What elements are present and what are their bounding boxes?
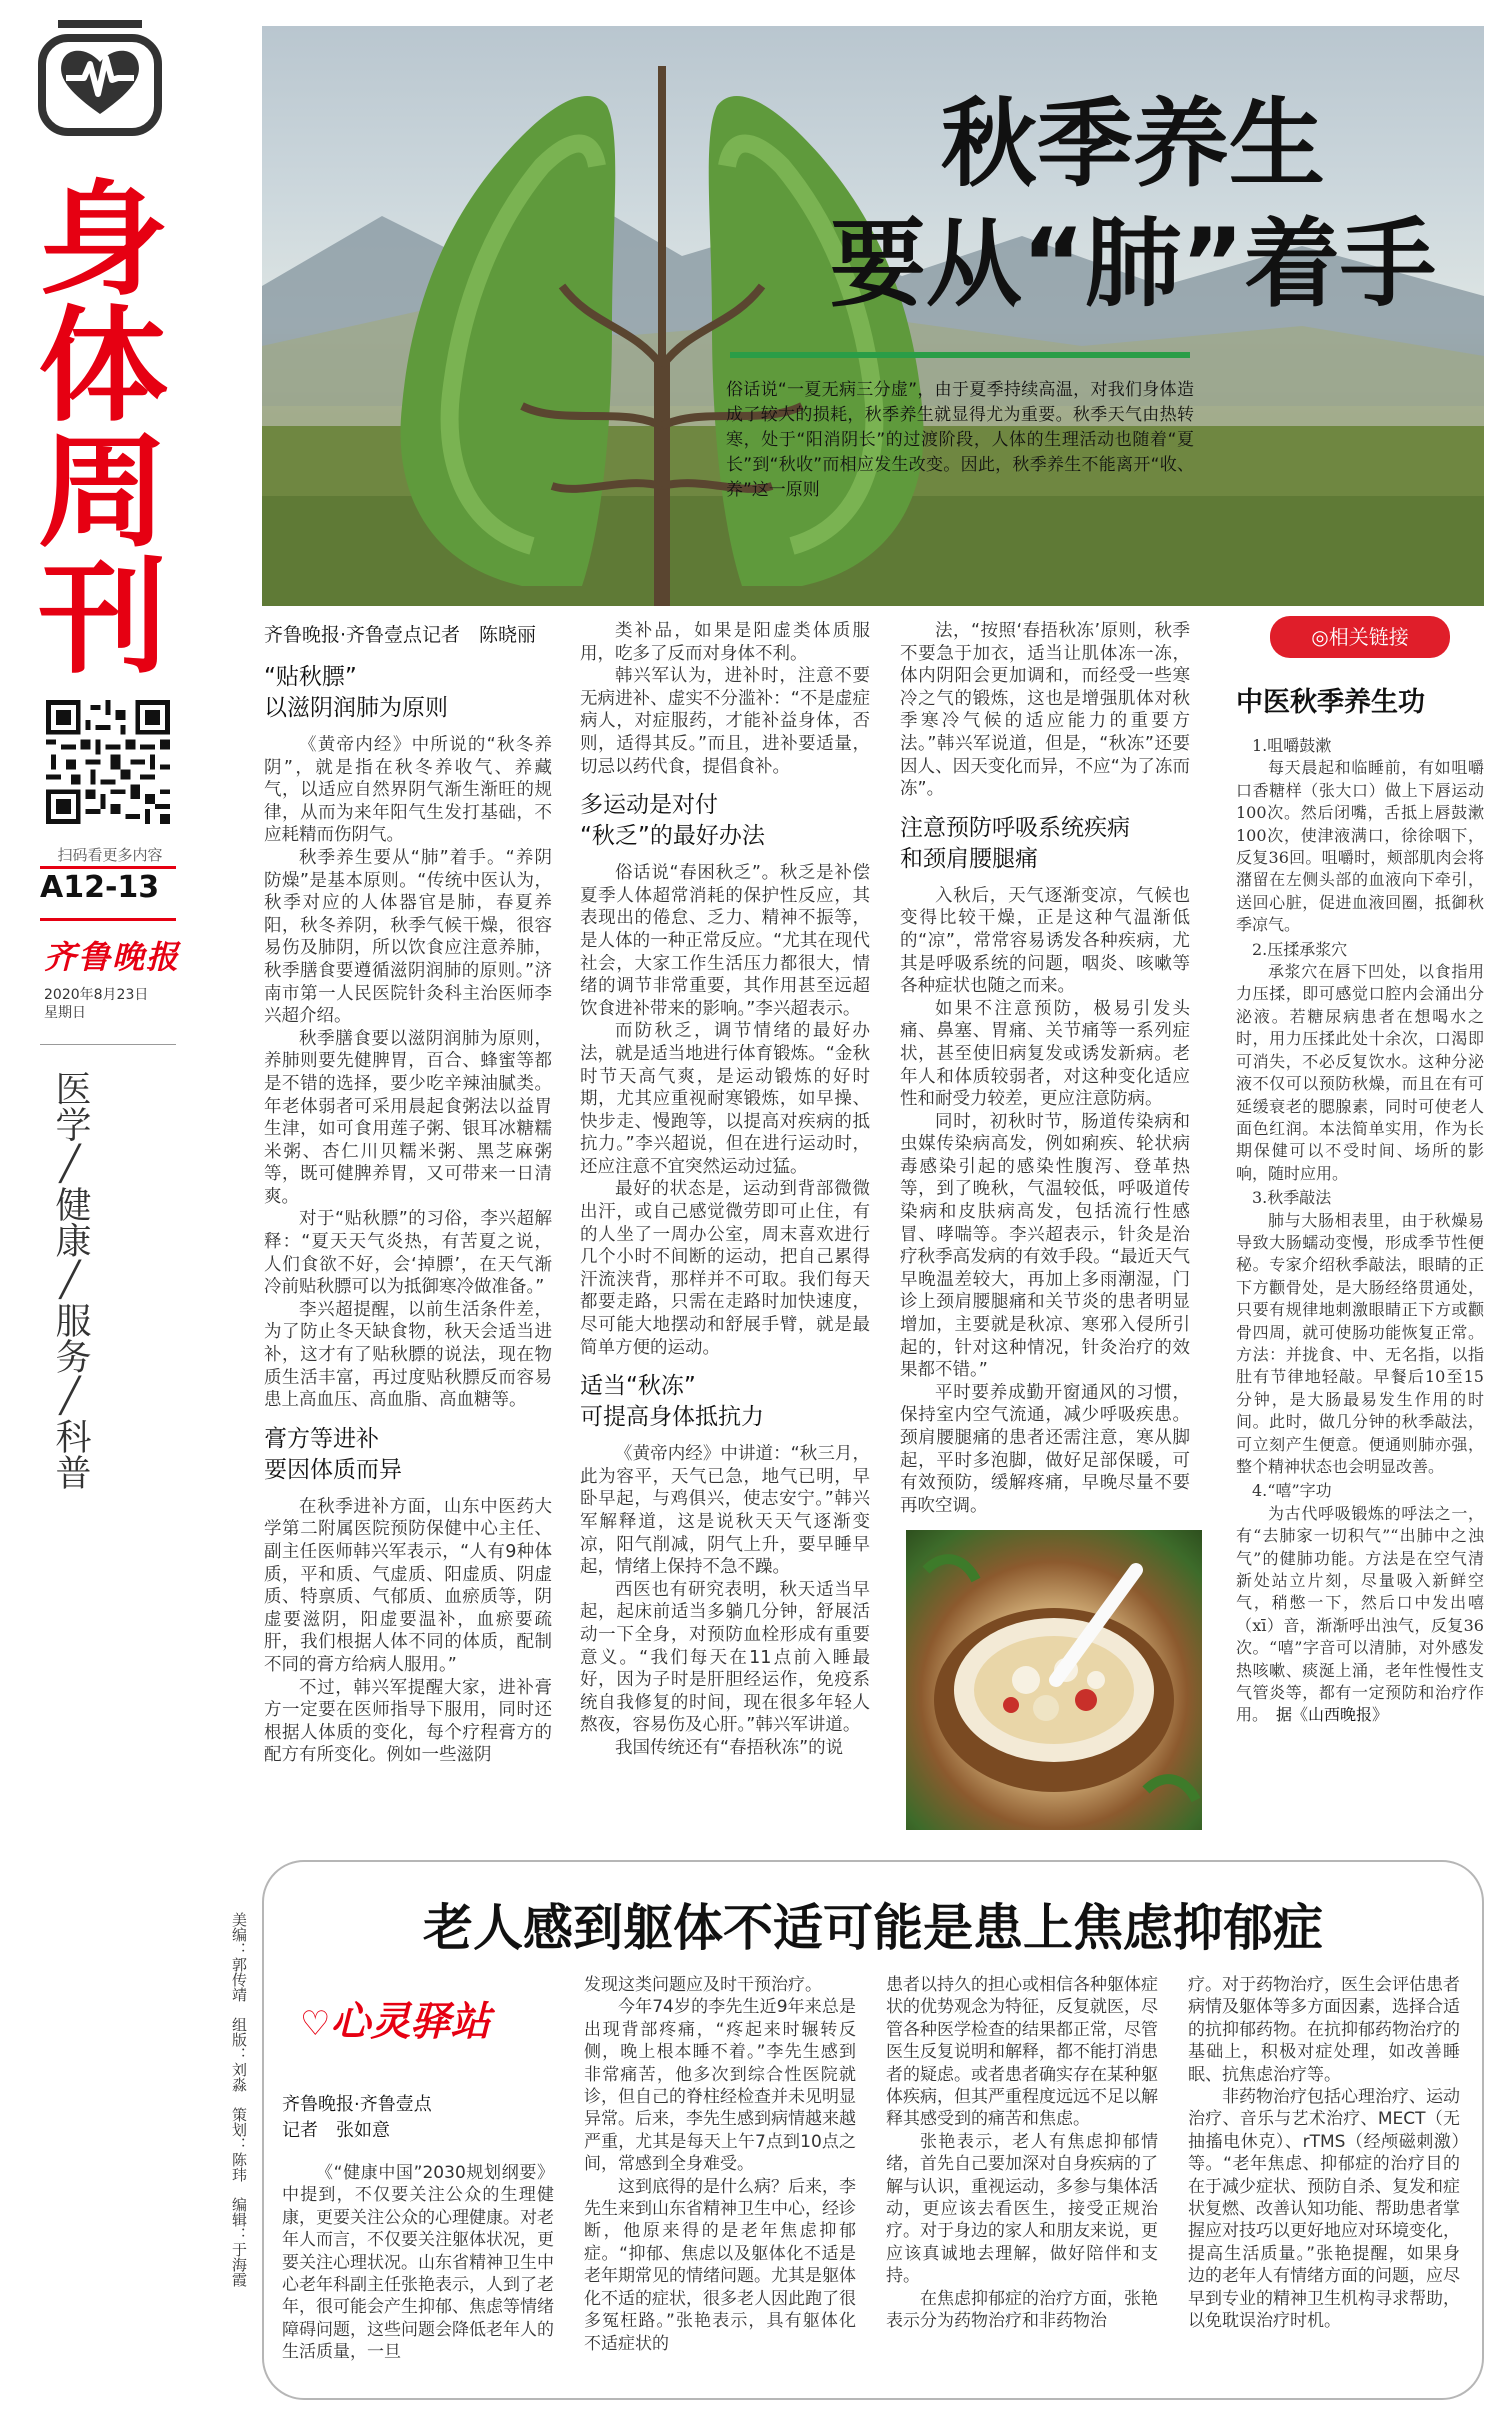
hero-intro: 俗话说“一夏无病三分虚”，由于夏季持续高温，对我们身体造成了较大的损耗，秋季养生就显得尤为重要。秋季天气由热转寒，处于“阳消阴长”的过渡阶段，人体的生理活动也随着“夏长”到“秋收”而相应发生改变。因此，秋季养生不能离开“收、养”这一原则 — [726, 380, 1194, 500]
article-column-3 — [900, 620, 1190, 1520]
bottom-column-2 — [584, 1974, 856, 2388]
paragraph: 韩兴军认为，进补时，注意不要无病进补、虚实不分滥补：“不是虚症病人，对症服药，才能补益身体，否则，适得其反。”而且，进补要适量，切忌以药代食，提倡食补。 — [580, 666, 870, 777]
subheading-line: 要因体质而异 — [264, 1456, 402, 1483]
related-item-title: 2.压揉承浆穴 — [1252, 939, 1348, 959]
paragraph: 张艳表示，老人有焦虑抑郁情绪，首先自己要加深对自身疾病的了解与认识，重视运动，多参与集体活动，更应该去看医生，接受正规治疗。对于身边的家人和朋友来说，更应该真诚地去理解，做好陪伴和支持。 — [886, 2131, 1158, 2287]
paragraph: 在焦虑抑郁症的治疗方面，张艳表示分为药物治疗和非药物治 — [886, 2288, 1158, 2332]
paragraph: 最好的状态是，运动到背部微微出汗，或自己感觉微劳即可止住，有的人坐了一周办公室，周末喜欢进行几个小时不间断的运动，把自己累得汗流浃背，那样并不可取。我们每天都要走路，只需在走路时加快速度，尽可能大地摆动和舒展手臂，就是最简单方便的运动。 — [580, 1179, 870, 1358]
paragraph: 我国传统还有“春捂秋冻”的说 — [615, 1737, 844, 1758]
subheading-line: 注意预防呼吸系统疾病 — [900, 814, 1130, 841]
subheading — [264, 1424, 552, 1486]
paragraph: 秋季养生要从“肺”着手。“养阴防燥”是基本原则。“传统中医认为，秋季对应的人体器官是肺，春夏养阳，秋冬养阴，秋季气候干燥，很容易伤及肺阴，所以饮食应注意养肺，秋季膳食要遵循滋阴润肺的原则。”济南市第一人民医院针灸科主治医师李兴超介绍。 — [264, 847, 552, 1027]
subheading-line: 可提高身体抵抗力 — [580, 1404, 764, 1431]
heart-pulse-logo-icon — [36, 18, 164, 136]
subheading-line: 以滋阴润肺为原则 — [264, 695, 448, 721]
paragraph: 同时，初秋时节，肠道传染病和虫媒传染病高发，例如痢疾、轮状病毒感染引起的感染性腹泻、登革热等，到了晚秋，气温较低，呼吸道传染病和皮肤病高发，包括流行性感冒、哮喘等。李兴超表示，针灸是治疗秋季高发病的有效手段。“最近天气早晚温差较大，再加上多雨潮湿，门诊上颈肩腰腿痛和关节炎的患者明显增加，主要就是秋凉、寒邪入侵所引起的，针对这种情况，针灸治疗的效果都不错。” — [900, 1111, 1190, 1381]
paragraph: 入秋后，天气逐渐变凉，气候也变得比较干燥，正是这种气温渐低的“凉”，常常容易诱发各种疾病，尤其是呼吸系统的问题，咽炎、咳嗽等各种症状也随之而来。 — [900, 885, 1190, 997]
subheading-line: “秋乏”的最好办法 — [580, 823, 765, 850]
bottom-byline-line: 齐鲁晚报·齐鲁壹点 — [282, 2094, 432, 2115]
bottom-byline — [282, 2092, 432, 2144]
masthead — [0, 0, 180, 2414]
article-byline: 齐鲁晚报·齐鲁壹点记者 陈晓丽 — [264, 624, 537, 646]
bottom-column-3 — [886, 1974, 1158, 2388]
paragraph: 如果不注意预防，极易引发头痛、鼻塞、胃痛、关节痛等一系列症状，甚至使旧病复发或诱发新病。老年人和体质较弱者，对这种变化适应性和耐受力较差，更应注意防病。 — [900, 998, 1190, 1110]
column-title-char: 周 — [37, 421, 169, 565]
bottom-column-1 — [282, 2162, 554, 2390]
paragraph: 这到底得的是什么病？后来，李先生来到山东省精神卫生中心，经诊断，他原来得的是老年焦虑抑郁症。“抑郁、焦虑以及躯体化不适是老年期常见的情绪问题。尤其是躯体化不适的症状，很多老人因此跑了很多冤枉路。”张艳表示，具有躯体化不适症状的 — [584, 2176, 856, 2354]
paragraph: 《“健康中国”2030规划纲要》中提到，不仅要关注公众的生理健康，更要关注公众的心理健康。对老年人而言，不仅要关注躯体状况，更要关注心理状况。山东省精神卫生中心老年科副主任张艳表示，人到了老年，很可能会产生抑郁、焦虑等情绪障碍问题，这些问题会降低老年人的生活质量，一旦 — [282, 2163, 554, 2363]
issue-date-text: 2020年8月23日 — [44, 987, 149, 1003]
hero-banner — [262, 26, 1484, 606]
divider — [40, 866, 176, 869]
subheading — [580, 1371, 870, 1433]
paragraph-text: 为古代呼吸锻炼的呼法之一，有“去肺家一切积气”“出肺中之浊气”的健肺功能。方法是在空气清新处站立片刻，尽量吸入新鲜空气，稍憋一下，然后口中发出嘻（xī）音，渐渐呼出浊气，反复36次。“嘻”字音可以清肺，对外感发热咳嗽、痰涎上涌，老年性慢性支气管炎等，都有一定预防和治疗作用。 — [1236, 1503, 1484, 1725]
qr-caption: 扫码看更多内容 — [57, 846, 163, 864]
separator-slash-icon: ╱ — [59, 1376, 81, 1416]
issue-weekday: 星期日 — [44, 1005, 86, 1021]
related-item-title: 1.咀嚼鼓漱 — [1252, 736, 1332, 755]
soup-bowl-photo — [906, 1530, 1202, 1830]
section-tag: 健康 — [50, 1186, 91, 1258]
column-logo — [300, 1990, 490, 2047]
paragraph: 肺与大肠相表里，由于秋燥易导致大肠蠕动变慢，形成季节性便秘。专家介绍秋季敲法，眼睛的正下方颧骨处，是大肠经络贯通处，只要有规律地刺激眼睛正下方或颧骨四周，就可使肠功能恢复正常。方法：并拢食、中、无名指，以指肚有节律地轻敲。早餐后10至15分钟，是大肠最易发生作用的时间。此时，做几分钟的秋季敲法，可立刻产生便意。便通则肺亦强，整个精神状态也会明显改善。 — [1236, 1210, 1484, 1476]
article-column-1 — [264, 650, 552, 1830]
bottom-column-4 — [1188, 1974, 1460, 2388]
bottom-byline-line: 记者 张如意 — [282, 2120, 390, 2141]
section-tag: 医学 — [50, 1070, 91, 1142]
paragraph: 李兴超提醒，以前生活条件差，为了防止冬天缺食物，秋天会适当进补，这才有了贴秋膘的说法，现在物质生活丰富，再过度贴秋膘反而容易患上高血压、高血脂、高血糖等。 — [264, 1299, 552, 1411]
subheading-line: 膏方等进补 — [264, 1425, 379, 1452]
separator-slash-icon: ╱ — [59, 1144, 81, 1184]
column-title-char: 身 — [37, 169, 169, 313]
divider — [40, 918, 176, 921]
paragraph: 《黄帝内经》中讲道：“秋三月，此为容平，天气已急，地气已明，早卧早起，与鸡俱兴，使志安宁。”韩兴军解释道，这是说秋天天气逐渐变凉，阳气削减，阴气上升，要早睡早起，情绪上保持不急不躁。 — [580, 1444, 870, 1578]
bottom-headline: 老人感到躯体不适可能是患上焦虑抑郁症 — [423, 1899, 1323, 1957]
paragraph: 秋季膳食要以滋阴润肺为原则，养肺则要先健脾胃，百合、蜂蜜等都是不错的选择，要少吃辛辣油腻类。年老体弱者可采用晨起食粥法以益胃生津，如可食用莲子粥、银耳冰糖糯米粥、杏仁川贝糯米粥、黑芝麻粥等，既可健脾养胃，又可带来一日清爽。 — [264, 1028, 552, 1207]
subheading — [580, 790, 870, 852]
paragraph: 俗话说“春困秋乏”。秋乏是补偿夏季人体超常消耗的保护性反应，其表现出的倦怠、乏力、精神不振等，是人体的一种正常反应。“尤其在现代社会，大家工作生活压力都很大，情绪的调节非常重要，其作用甚至远超饮食进补带来的影响。”李兴超表示。 — [580, 863, 870, 1019]
related-link-sidebar — [1236, 616, 1484, 1915]
heart-icon: ♡ — [300, 2004, 331, 2044]
paragraph: 发现这类问题应及时干预治疗。 — [584, 1975, 822, 1995]
page-number: A12-13 — [40, 870, 160, 905]
paragraph: 而防秋乏，调节情绪的最好办法，就是适当地进行体育锻炼。“金秋时节天高气爽，是运动锻炼的好时期，尤其应重视耐寒锻炼，如早操、快步走、慢跑等，以提高对疾病的抵抗力。”李兴超说，但在进行运动时，还应注意不宜突然运动过猛。 — [580, 1021, 870, 1177]
paragraph: 每天晨起和临睡前，有如咀嚼口香糖样（张大口）做上下唇运动100次。然后闭嘴，舌抵上唇鼓漱100次，使津液满口，徐徐咽下，反复36回。咀嚼时，颊部肌肉会将潴留在左侧头部的血液向下牵引，送回心脏，促进血液回圈，抵御秋季凉气。 — [1236, 758, 1484, 935]
paragraph: 对于“贴秋膘”的习俗，李兴超解释：“夏天天气炎热，有苦夏之说，人们食欲不好，会‘掉膘’，在天气渐冷前贴秋膘可以为抵御寒冷做准备。” — [264, 1209, 552, 1298]
related-body — [1236, 733, 1484, 1915]
paragraph: 疗。对于药物治疗，医生会评估患者病情及躯体等多方面因素，选择合适的抗抑郁药物。在抗抑郁药物治疗的基础上，积极对症处理，如改善睡眠、抗焦虑治疗等。 — [1188, 1975, 1460, 2085]
column-logo-text: 心灵驿站 — [330, 1998, 491, 2045]
hero-headline-line: 要从“肺”着手 — [829, 208, 1436, 320]
subheading-line: 和颈肩腰腿痛 — [900, 845, 1038, 872]
section-tags — [40, 1070, 100, 1490]
issue-date — [44, 986, 148, 1022]
divider — [40, 1044, 176, 1045]
paragraph: 类补品，如果是阳虚类体质服用，吃多了反而对身体不利。 — [580, 621, 870, 664]
paragraph: 非药物治疗包括心理治疗、运动治疗、音乐与艺术治疗、MECT（无抽搐电休克）、rTMS（经颅磁刺激）等。“老年焦虑、抑郁症的治疗目的在于减少症状、预防自杀、复发和症状复燃、改善认知功能、帮助患者掌握应对技巧以更好地应对环境变化，提高生活质量。”张艳提醒，如果身边的老年人有情绪方面的问题，应尽早到专业的精神卫生机构寻求帮助，以免耽误治疗时机。 — [1188, 2087, 1460, 2332]
newspaper-logo: 齐鲁晚报 — [44, 938, 181, 976]
subheading-line: 适当“秋冻” — [580, 1373, 696, 1400]
subheading — [264, 662, 552, 724]
column-title-char: 体 — [37, 295, 169, 439]
separator-slash-icon: ╱ — [59, 1260, 81, 1300]
related-title: 中医秋季养生功 — [1236, 687, 1425, 718]
related-item-title: 3.秋季敲法 — [1252, 1188, 1332, 1208]
subheading — [900, 813, 1190, 875]
paragraph: 法，“按照‘春捂秋冻’原则，秋季不要急于加衣，适当让肌体冻一冻，体内阴阳会更加调和，而经受一些寒冷之气的锻炼，这也是增强肌体对秋季寒冷气候的适应能力的重要方法。”韩兴军说道，但是，“秋冻”还要因人、因天变化而异，不应“为了冻而冻”。 — [900, 621, 1190, 800]
editor-credits: 美编：郭传靖 组版：刘淼 策划：陈玮 编辑：于海霞 — [230, 1912, 248, 2287]
paragraph: 西医也有研究表明，秋天适当早起，起床前适当多躺几分钟，舒展活动一下全身，对预防血栓形成有重要意义。“我们每天在11点前入睡最好，因为子时是肝胆经运作，免疫系统自我修复的时间，现在很多年轻人熬夜，容易伤及心肝。”韩兴军讲道。 — [580, 1579, 870, 1736]
divider — [730, 352, 1190, 358]
paragraph: 今年74岁的李先生近9年来总是出现背部疼痛，“疼起来时辗转反侧，晚上根本睡不着。”李先生感到非常痛苦，他多次到综合性医院就诊，但自己的脊柱经检查并未见明显异常。后来，李先生感到病情越来越严重，尤其是每天上午7点到10点之间，常感到全身难受。 — [584, 1997, 856, 2175]
article-column-2 — [580, 620, 870, 1830]
paragraph: 在秋季进补方面，山东中医药大学第二附属医院预防保健中心主任、副主任医师韩兴军表示，“人有9种体质，平和质、气虚质、阳虚质、阴虚质、特禀质、气郁质、血瘀质等，阴虚要滋阴，阳虚要温补，血瘀要疏肝，我们根据人体不同的体质，配制不同的膏方给病人服用。” — [264, 1496, 552, 1675]
related-link-badge: ◎相关链接 — [1270, 616, 1450, 658]
hero-headline-line: 秋季养生 — [940, 88, 1325, 200]
column-title — [28, 169, 178, 691]
column-title-char: 刊 — [37, 547, 169, 691]
hero-headline — [830, 84, 1436, 324]
paragraph: 承浆穴在唇下凹处，以食指用力压揉，即可感觉口腔内会涌出分泌液。若糖尿病患者在想喝水之时，用力压揉此处十余次，口渴即可消失，不必反复饮水。这种分泌液不仅可以预防秋燥，而且在有可延缓衰老的腮腺素，同时可使老人面色红润。本法简单实用，作为长期保健可以不受时间、场所的影响，随时应用。 — [1236, 962, 1484, 1183]
paragraph: 患者以持久的担心或相信各种躯体症状的优势观念为特征，反复就医，尽管各种医学检查的结果都正常，尽管医生反复说明和解释，都不能打消患者的疑虑。或者患者确实存在某种躯体疾病，但其严重程度远远不足以解释其感受到的痛苦和焦虑。 — [886, 1975, 1158, 2130]
section-tag: 科普 — [50, 1418, 91, 1490]
paragraph: 《黄帝内经》中所说的“秋冬养阴”，就是指在秋冬养收气、养藏气，以适应自然界阴气渐生渐旺的规律，从而为来年阳气生发打基础，不应耗精而伤阴气。 — [264, 735, 552, 846]
related-item-title: 4.“嘻”字功 — [1252, 1481, 1332, 1501]
section-tag: 服务 — [50, 1302, 91, 1374]
subheading-line: “贴秋膘” — [264, 664, 357, 690]
source-credit: 据《山西晚报》 — [1276, 1705, 1389, 1725]
paragraph: 不过，韩兴军提醒大家，进补膏方一定要在医师指导下服用，同时还根据人体质的变化，每个疗程膏方的配方有所变化。例如一些滋阴 — [264, 1677, 552, 1766]
qr-code-icon[interactable] — [46, 700, 170, 824]
soup-bowl-image-icon — [906, 1530, 1202, 1830]
paragraph — [1236, 1503, 1484, 1727]
paragraph: 平时要养成勤开窗通风的习惯，保持室内空气流通，减少呼吸疾患。颈肩腰腿痛的患者还需注意，寒从脚起，平时多泡脚，做好足部保暖，可有效预防，缓解疼痛，早晚尽量不要再吹空调。 — [900, 1382, 1190, 1516]
subheading-line: 多运动是对付 — [580, 792, 718, 819]
